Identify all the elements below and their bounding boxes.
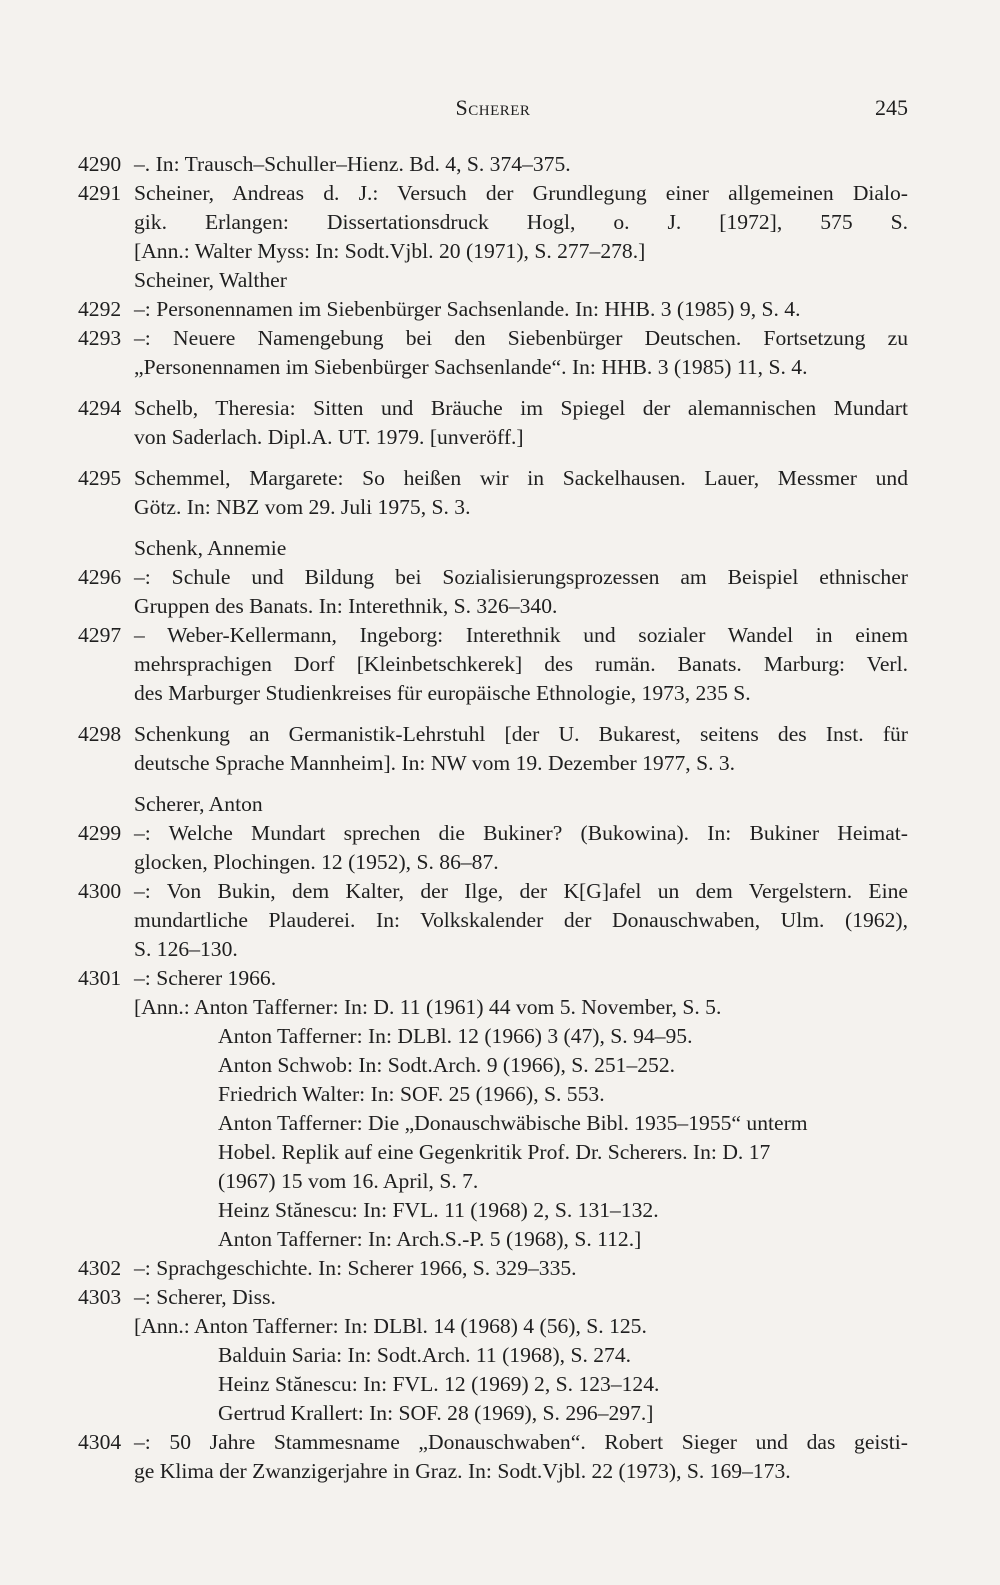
entry-annotation: (1967) 15 vom 16. April, S. 7. xyxy=(218,1169,479,1193)
annotation-line xyxy=(78,1167,908,1196)
entry-line xyxy=(78,208,908,237)
entry-annotation: Anton Tafferner: In: DLBl. 12 (1966) 3 (47), S. 94–95. xyxy=(218,1024,693,1048)
bibliography-entries xyxy=(78,150,908,1486)
entry-text: – Weber-Kellermann, Ingeborg: Interethnik und sozialer Wandel in einem xyxy=(134,623,908,647)
entry-text: Schenkung an Germanistik-Lehrstuhl [der U. Bukarest, seitens des Inst. für xyxy=(134,722,908,746)
spacer xyxy=(78,452,908,464)
entry-4302 xyxy=(78,1254,908,1283)
entry-text: glocken, Plochingen. 12 (1952), S. 86–87. xyxy=(134,850,499,874)
entry-4291 xyxy=(78,179,908,208)
entry-line xyxy=(78,237,908,266)
entry-annotation: Anton Tafferner: In: Arch.S.-P. 5 (1968), S. 112.] xyxy=(218,1227,642,1251)
entry-number: 4301 xyxy=(78,966,122,990)
entry-annotation: [Ann.: Anton Tafferner: In: DLBl. 14 (1968) 4 (56), S. 125. xyxy=(134,1314,647,1338)
entry-4304 xyxy=(78,1428,908,1457)
entry-line xyxy=(78,749,908,778)
entry-text: von Saderlach. Dipl.A. UT. 1979. [unveröff.] xyxy=(134,425,524,449)
annotation-line xyxy=(78,1109,908,1138)
author-heading-text: Scherer, Anton xyxy=(134,792,263,816)
spacer xyxy=(78,778,908,790)
entry-text: –. In: Trausch–Schuller–Hienz. Bd. 4, S. 374–375. xyxy=(134,152,571,176)
entry-line xyxy=(78,592,908,621)
entry-number: 4304 xyxy=(78,1430,122,1454)
entry-text: –: Scherer 1966. xyxy=(134,966,277,990)
entry-text: –: Welche Mundart sprechen die Bukiner? (Bukowina). In: Bukiner Heimat- xyxy=(134,821,908,845)
entry-text: –: Scherer, Diss. xyxy=(134,1285,276,1309)
entry-line xyxy=(78,1457,908,1486)
annotation-line xyxy=(78,1370,908,1399)
spacer xyxy=(78,708,908,720)
author-heading xyxy=(78,266,908,295)
entry-text: –: Personennamen im Siebenbürger Sachsenlande. In: HHB. 3 (1985) 9, S. 4. xyxy=(134,297,801,321)
entry-text: ge Klima der Zwanzigerjahre in Graz. In: Sodt.Vjbl. 22 (1973), S. 169–173. xyxy=(134,1459,791,1483)
annotation-line xyxy=(78,1022,908,1051)
entry-text: –: Von Bukin, dem Kalter, der Ilge, der K[G]afel un dem Vergelstern. Eine xyxy=(134,879,908,903)
entry-number: 4302 xyxy=(78,1256,122,1280)
annotation-line xyxy=(78,1399,908,1428)
entry-line xyxy=(78,906,908,935)
entry-line xyxy=(78,423,908,452)
entry-number: 4299 xyxy=(78,821,122,845)
entry-annotation: Balduin Saria: In: Sodt.Arch. 11 (1968), S. 274. xyxy=(218,1343,632,1367)
entry-number: 4294 xyxy=(78,396,122,420)
spacer xyxy=(78,382,908,394)
entry-4294 xyxy=(78,394,908,423)
entry-line xyxy=(78,353,908,382)
entry-number: 4295 xyxy=(78,466,122,490)
entry-number: 4296 xyxy=(78,565,122,589)
entry-annotation: Hobel. Replik auf eine Gegenkritik Prof. Dr. Scherers. In: D. 17 xyxy=(218,1140,771,1164)
annotation-line xyxy=(78,1312,908,1341)
annotation-line xyxy=(78,993,908,1022)
entry-number: 4298 xyxy=(78,722,122,746)
entry-text: mehrsprachigen Dorf [Kleinbetschkerek] des rumän. Banats. Marburg: Verl. xyxy=(134,652,908,676)
running-title: Scherer xyxy=(455,95,531,120)
entry-4290 xyxy=(78,150,908,179)
spacer xyxy=(78,522,908,534)
entry-text: S. 126–130. xyxy=(134,937,238,961)
entry-annotation: Gertrud Krallert: In: SOF. 28 (1969), S. 296–297.] xyxy=(218,1401,654,1425)
entry-number: 4293 xyxy=(78,326,122,350)
entry-text: Gruppen des Banats. In: Interethnik, S. 326–340. xyxy=(134,594,558,618)
entry-text: mundartliche Plauderei. In: Volkskalender der Donauschwaben, Ulm. (1962), xyxy=(134,908,908,932)
entry-text: –: Schule und Bildung bei Sozialisierungsprozessen am Beispiel ethnischer xyxy=(134,565,908,589)
entry-4303 xyxy=(78,1283,908,1312)
page-number: 245 xyxy=(875,95,908,120)
entry-4293 xyxy=(78,324,908,353)
entry-number: 4297 xyxy=(78,623,122,647)
entry-4296 xyxy=(78,563,908,592)
entry-text: Scheiner, Andreas d. J.: Versuch der Grundlegung einer allgemeinen Dialo- xyxy=(134,181,908,205)
entry-number: 4292 xyxy=(78,297,122,321)
running-head xyxy=(78,95,908,125)
entry-text: –: Sprachgeschichte. In: Scherer 1966, S. 329–335. xyxy=(134,1256,577,1280)
entry-line xyxy=(78,679,908,708)
entry-annotation: [Ann.: Anton Tafferner: In: D. 11 (1961) 44 vom 5. November, S. 5. xyxy=(134,995,722,1019)
entry-line xyxy=(78,493,908,522)
entry-line xyxy=(78,650,908,679)
entry-4298 xyxy=(78,720,908,749)
entry-text: Schemmel, Margarete: So heißen wir in Sackelhausen. Lauer, Messmer und xyxy=(134,466,908,490)
entry-annotation: [Ann.: Walter Myss: In: Sodt.Vjbl. 20 (1971), S. 277–278.] xyxy=(134,239,646,263)
entry-text: –: 50 Jahre Stammesname „Donauschwaben“. Robert Sieger und das geisti- xyxy=(134,1430,908,1454)
entry-4295 xyxy=(78,464,908,493)
entry-text: „Personennamen im Siebenbürger Sachsenlande“. In: HHB. 3 (1985) 11, S. 4. xyxy=(134,355,808,379)
annotation-line xyxy=(78,1051,908,1080)
entry-line xyxy=(78,848,908,877)
entry-4301 xyxy=(78,964,908,993)
entry-4300 xyxy=(78,877,908,906)
annotation-line xyxy=(78,1225,908,1254)
entry-line xyxy=(78,935,908,964)
annotation-line xyxy=(78,1341,908,1370)
entry-annotation: Anton Schwob: In: Sodt.Arch. 9 (1966), S. 251–252. xyxy=(218,1053,676,1077)
entry-4297 xyxy=(78,621,908,650)
entry-annotation: Anton Tafferner: Die „Donauschwäbische Bibl. 1935–1955“ unterm xyxy=(218,1111,808,1135)
entry-text: des Marburger Studienkreises für europäische Ethnologie, 1973, 235 S. xyxy=(134,681,751,705)
entry-annotation: Heinz Stănescu: In: FVL. 11 (1968) 2, S. 131–132. xyxy=(218,1198,659,1222)
entry-number: 4300 xyxy=(78,879,122,903)
entry-text: Schelb, Theresia: Sitten und Bräuche im Spiegel der alemannischen Mundart xyxy=(134,396,908,420)
entry-4292 xyxy=(78,295,908,324)
author-heading-text: Schenk, Annemie xyxy=(134,536,287,560)
entry-number: 4290 xyxy=(78,152,122,176)
entry-annotation: Friedrich Walter: In: SOF. 25 (1966), S. 553. xyxy=(218,1082,605,1106)
author-heading-text: Scheiner, Walther xyxy=(134,268,287,292)
entry-text: –: Neuere Namengebung bei den Siebenbürger Deutschen. Fortsetzung zu xyxy=(134,326,908,350)
author-heading xyxy=(78,790,908,819)
entry-number: 4303 xyxy=(78,1285,122,1309)
entry-number: 4291 xyxy=(78,181,122,205)
annotation-line xyxy=(78,1080,908,1109)
entry-text: gik. Erlangen: Dissertationsdruck Hogl, o. J. [1972], 575 S. xyxy=(134,210,908,234)
author-heading xyxy=(78,534,908,563)
entry-text: Götz. In: NBZ vom 29. Juli 1975, S. 3. xyxy=(134,495,471,519)
annotation-line xyxy=(78,1138,908,1167)
entry-4299 xyxy=(78,819,908,848)
annotation-line xyxy=(78,1196,908,1225)
entry-text: deutsche Sprache Mannheim]. In: NW vom 19. Dezember 1977, S. 3. xyxy=(134,751,736,775)
entry-annotation: Heinz Stănescu: In: FVL. 12 (1969) 2, S. 123–124. xyxy=(218,1372,660,1396)
